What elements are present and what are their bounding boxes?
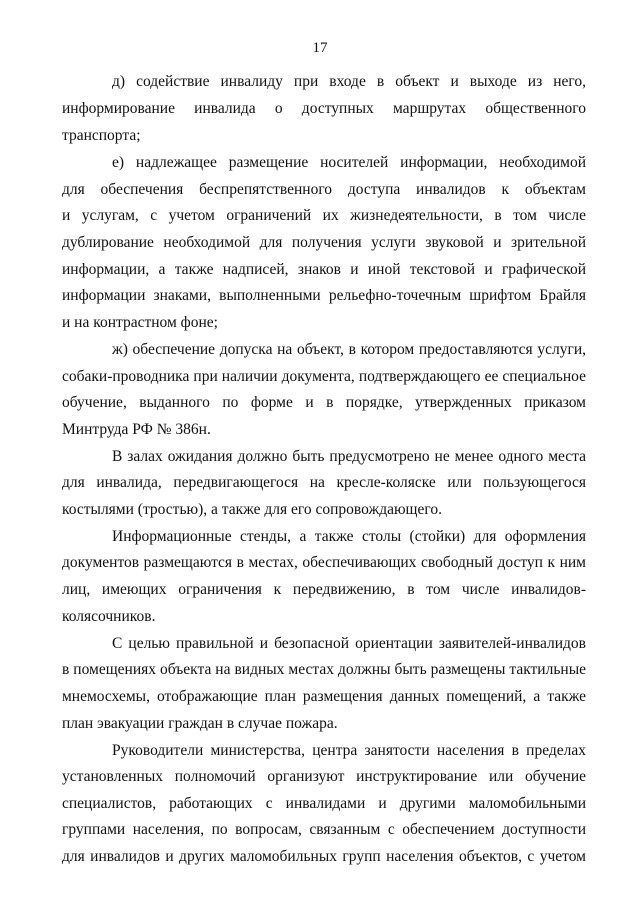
text-line: и услугам, с учетом ограничений их жизнедеятельности, в том числе — [62, 207, 586, 224]
text-line: информации, а также надписей, знаков и иной текстовой и графической — [62, 261, 586, 278]
text-line: мнемосхемы, отображающие план размещения данных помещений, а также — [62, 688, 586, 705]
text-line: е) надлежащее размещение носителей информации, необходимой — [112, 154, 586, 171]
text-line: транспорта; — [62, 127, 141, 144]
text-line: В залах ожидания должно быть предусмотрено не менее одного места — [112, 448, 586, 465]
text-line: дублирование необходимой для получения услуги звуковой и зрительной — [62, 234, 586, 251]
text-line: ж) обеспечение допуска на объект, в котором предоставляются услуги, — [112, 341, 586, 358]
text-line: для инвалида, передвигающегося на кресле-коляске или пользующегося — [62, 474, 586, 491]
text-line: собаки-проводника при наличии документа, подтверждающего ее специальное — [62, 368, 586, 385]
text-line: Информационные стенды, а также столы (стойки) для оформления — [112, 528, 586, 545]
text-line: специалистов, работающих с инвалидами и другими маломобильными — [62, 795, 586, 812]
text-line: в помещениях объекта на видных местах должны быть размещены тактильные — [62, 661, 586, 678]
text-line: для обеспечения беспрепятственного доступа инвалидов к объектам — [62, 181, 586, 198]
text-line: и на контрастном фоне; — [62, 314, 218, 331]
text-line: обучение, выданного по форме и в порядке, утвержденных приказом — [62, 394, 586, 411]
text-line: Минтруда РФ № 386н. — [62, 421, 211, 438]
page-number: 17 — [312, 40, 328, 56]
text-line: костылями (тростью), а также для его сопровождающего. — [62, 501, 442, 518]
text-line: информирование инвалида о доступных маршрутах общественного — [62, 100, 586, 117]
text-line: лиц, имеющих ограничения к передвижению, в том числе инвалидов- — [62, 581, 586, 598]
text-line: колясочников. — [62, 608, 156, 625]
text-line: для инвалидов и других маломобильных групп населения объектов, с учетом — [62, 848, 586, 865]
text-line: установленных полномочий организуют инструктирование или обучение — [62, 768, 586, 785]
text-line: С целью правильной и безопасной ориентации заявителей-инвалидов — [112, 635, 586, 652]
text-line: группами населения, по вопросам, связанным с обеспечением доступности — [62, 821, 586, 838]
text-line: план эвакуации граждан в случае пожара. — [62, 715, 338, 732]
text-line: Руководители министерства, центра занятости населения в пределах — [112, 742, 586, 759]
text-line: д) содействие инвалиду при входе в объект и выходе из него, — [112, 73, 586, 90]
text-line: информации знаками, выполненными рельефно-точечным шрифтом Брайля — [62, 287, 586, 304]
text-line: документов размещаются в местах, обеспечивающих свободный доступ к ним — [62, 554, 586, 571]
